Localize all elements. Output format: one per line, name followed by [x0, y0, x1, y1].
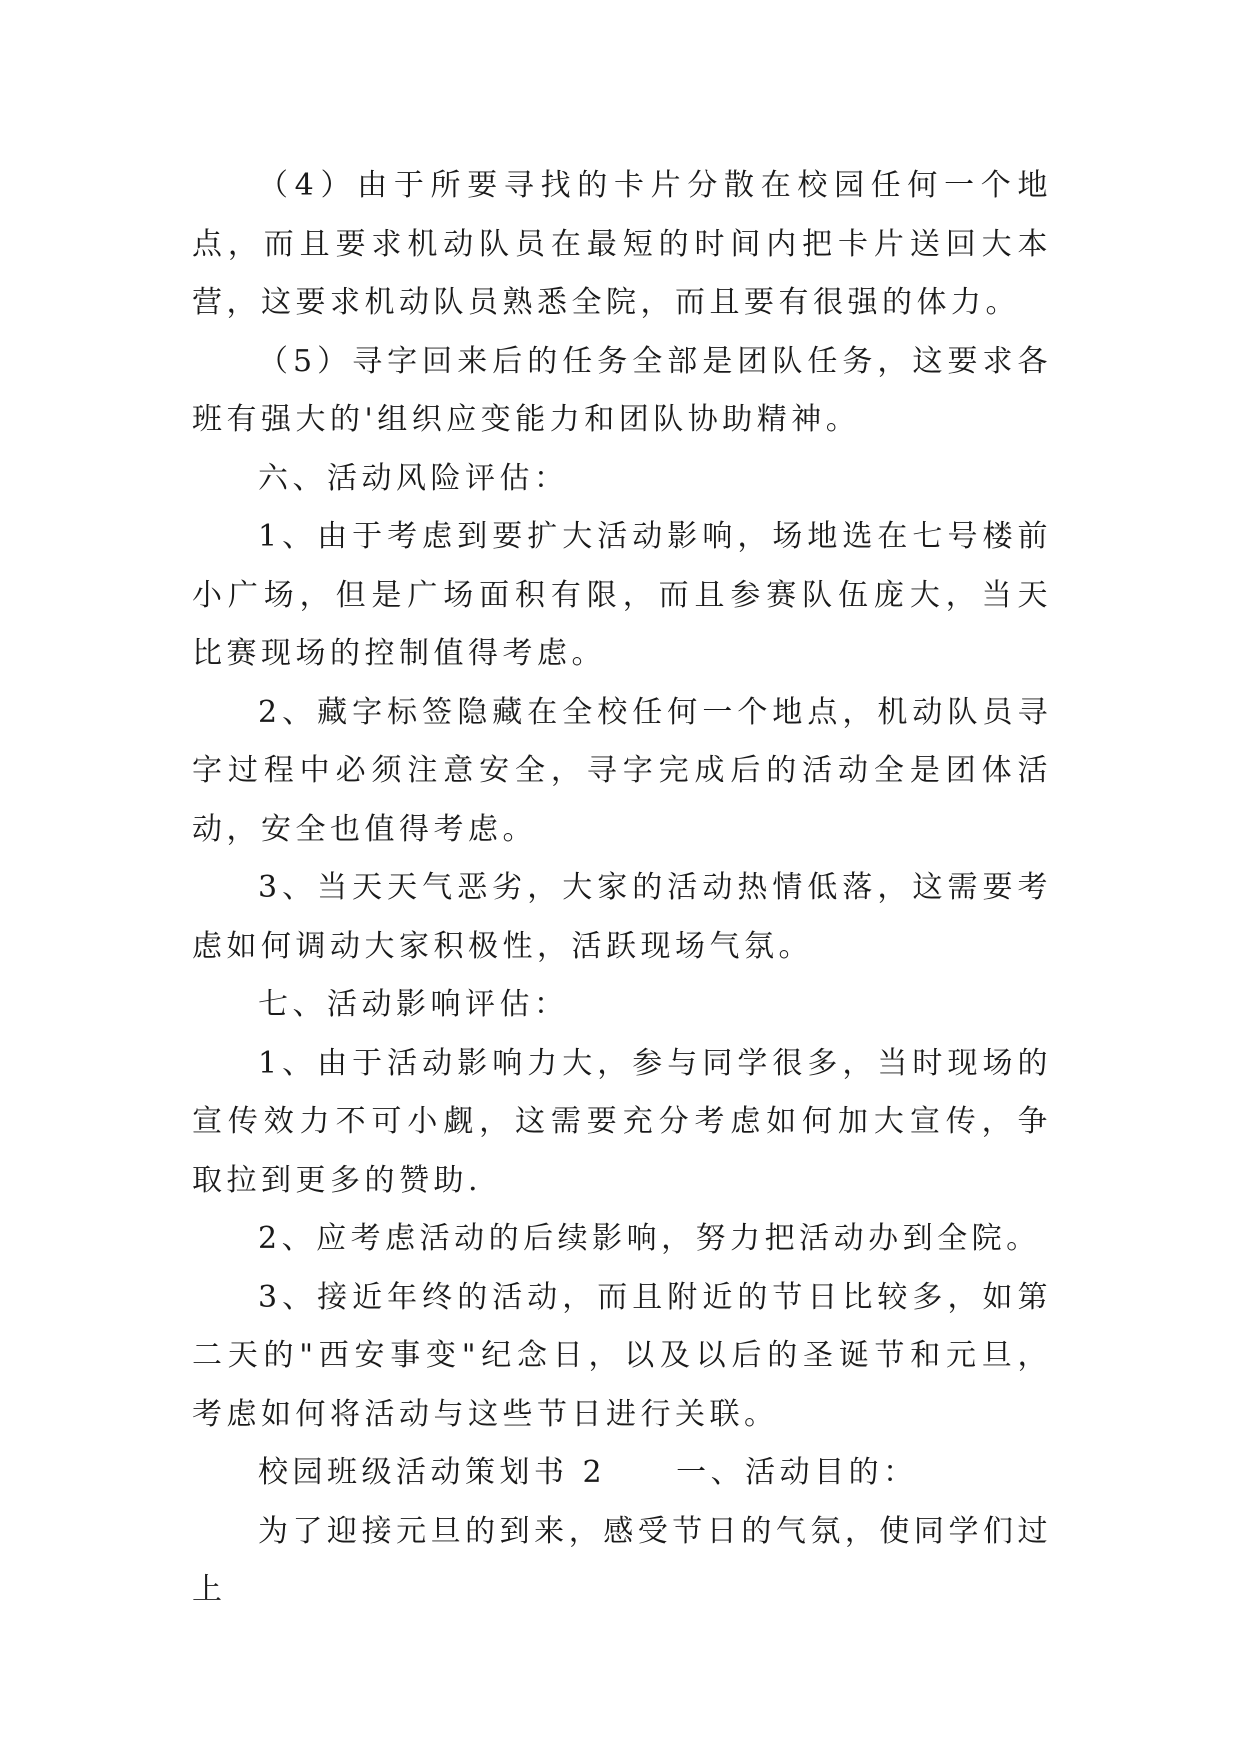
heading-impact-assessment: 七、活动影响评估：: [258, 987, 569, 1022]
paragraph-impact-3: 3、接近年终的活动，而且附近的节日比较多，如第二天的"西安事变"纪念日，以及以后的圣诞节和元旦，考虑如何将活动与这些节日进行关联。: [192, 1279, 1052, 1432]
section-subheading: 一、活动目的：: [676, 1455, 918, 1490]
paragraph-risk-1: 1、由于考虑到要扩大活动影响，场地选在七号楼前小广场，但是广场面积有限，而且参赛队伍庞大，当天比赛现场的控制值得考虑。: [192, 519, 1052, 671]
paragraph-task-4: （4）由于所要寻找的卡片分散在校园任何一个地点，而且要求机动队员在最短的时间内把卡片送回大本营，这要求机动队员熟悉全院，而且要有很强的体力。: [192, 168, 1052, 320]
section-title: 校园班级活动策划书 2: [258, 1455, 607, 1490]
paragraph-risk-3: 3、当天天气恶劣，大家的活动热情低落，这需要考虑如何调动大家积极性，活跃现场气氛。: [192, 870, 1052, 964]
paragraph-impact-2: 2、应考虑活动的后续影响，努力把活动办到全院。: [258, 1221, 1041, 1256]
paragraph-task-5: （5）寻字回来后的任务全部是团队任务，这要求各班有强大的'组织应变能力和团队协助精神。: [192, 343, 1052, 437]
paragraph-purpose: 为了迎接元旦的到来，感受节日的气氛，使同学们过上: [192, 1513, 1052, 1607]
section-title-line: [192, 1444, 1052, 1503]
paragraph-impact-1: 1、由于活动影响力大，参与同学很多，当时现场的宣传效力不可小觑，这需要充分考虑如何加大宣传，争取拉到更多的赞助.: [192, 1045, 1052, 1198]
heading-risk-assessment: 六、活动风险评估：: [258, 460, 569, 496]
document-body: [192, 157, 1052, 1620]
paragraph-risk-2: 2、藏字标签隐藏在全校任何一个地点，机动队员寻字过程中必须注意安全，寻字完成后的活动全是团体活动，安全也值得考虑。: [192, 694, 1052, 847]
